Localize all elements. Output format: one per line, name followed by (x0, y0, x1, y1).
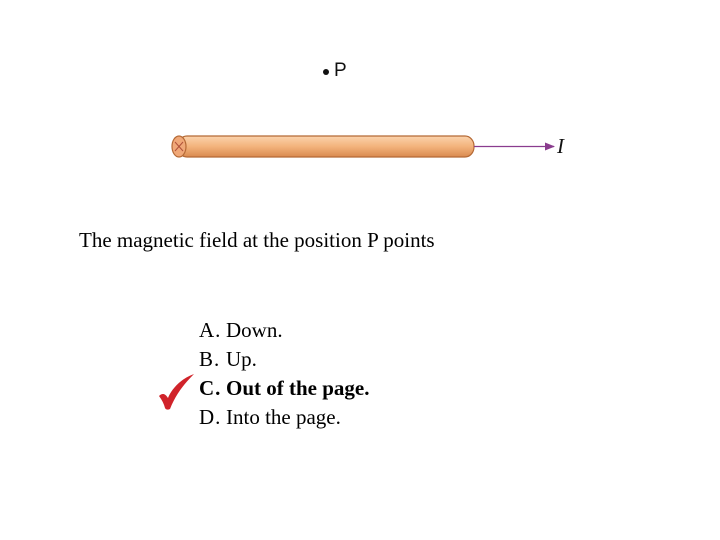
option-b[interactable] (199, 347, 370, 376)
option-letter: C. (199, 376, 222, 400)
wire (172, 136, 474, 157)
option-letter: B. (199, 347, 221, 371)
current-label: I (557, 134, 564, 158)
point-p-label: P (334, 60, 347, 81)
wire-diagram (0, 0, 720, 200)
checkmark-icon (156, 372, 196, 412)
option-a[interactable] (199, 318, 370, 347)
option-letter: A. (199, 318, 222, 342)
option-text: Out of the page. (226, 376, 370, 400)
option-letter: D. (199, 405, 222, 429)
option-text: Into the page. (226, 405, 341, 429)
option-d[interactable] (199, 405, 370, 434)
answer-options (199, 318, 370, 434)
option-c[interactable] (199, 376, 370, 405)
option-text: Down. (226, 318, 283, 342)
wire-svg (0, 0, 720, 200)
option-text: Up. (226, 347, 257, 371)
point-p-dot (323, 69, 329, 75)
question-text: The magnetic field at the position P points (79, 228, 435, 252)
